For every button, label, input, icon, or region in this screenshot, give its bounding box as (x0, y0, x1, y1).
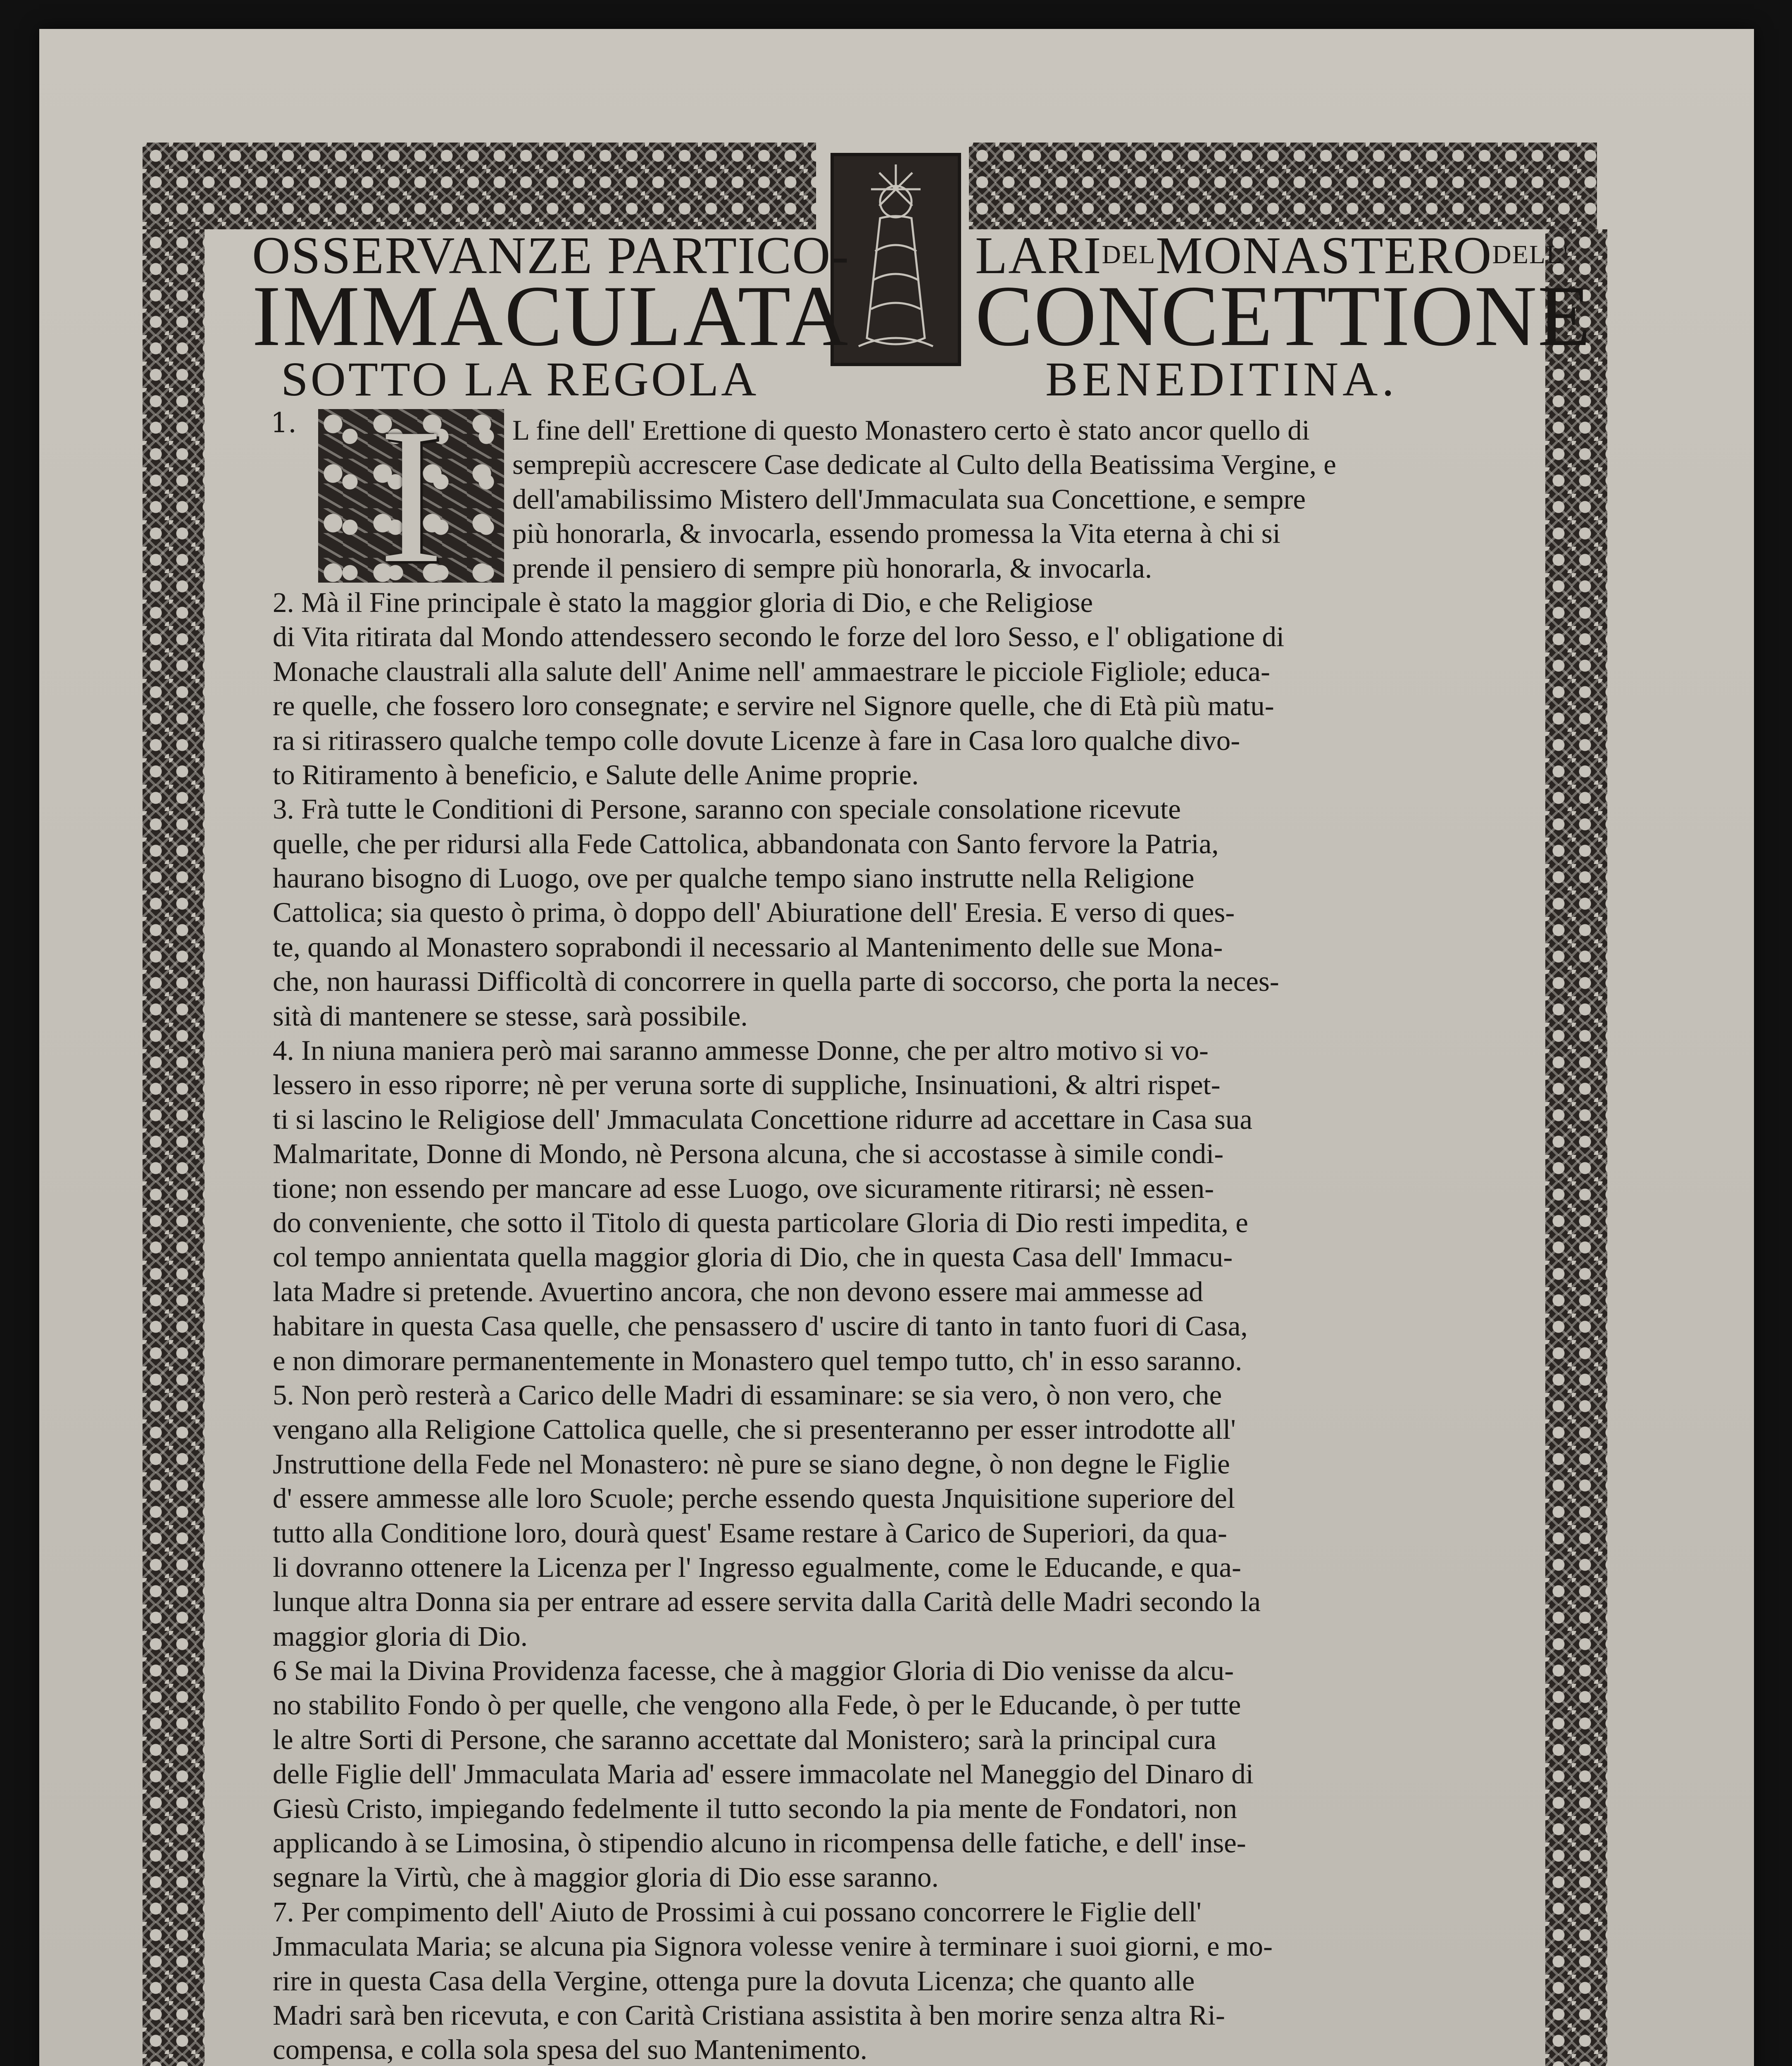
text-line: 7. Per compimento dell' Aiuto de Prossimi à cui possano concorrere le Figlie dell' (273, 1896, 1202, 1928)
text-line: L fine dell' Erettione di questo Monastero certo è stato ancor quello di (512, 414, 1310, 446)
text-line: semprepiù accrescere Case dedicate al Culto della Beatissima Vergine, e (512, 449, 1336, 481)
text-line: compensa, e colla sola spesa del suo Mantenimento. (273, 2034, 868, 2066)
text-line: do conveniente, che sotto il Titolo di questa particolare Gloria di Dio resti impedita, e (273, 1207, 1248, 1238)
text-line: più honorarla, & invocarla, essendo promessa la Vita eterna à chi si (512, 518, 1280, 550)
text-line: sità di mantenere se stesse, sarà possibile. (273, 1000, 748, 1032)
text-line: col tempo annientata quella maggior gloria di Dio, che in questa Casa dell' Immacu- (273, 1241, 1233, 1273)
ornamental-border-top-left (143, 143, 816, 229)
title-concettione: CONCETTIONE (975, 268, 1592, 364)
text-line: tutto alla Conditione loro, dourà quest' Esame restare à Carico de Superiori, da qua- (273, 1517, 1227, 1549)
text-line: Jmmaculata Maria; se alcuna pia Signora volesse venire à terminare i suoi giorni, e mo- (273, 1930, 1273, 1962)
text-line: ra si ritirassero qualche tempo colle dovute Licenze à fare in Casa loro qualche divo- (273, 724, 1240, 756)
text-line: Giesù Cristo, impiegando fedelmente il tutto secondo la pia mente de Fondatori, non (273, 1792, 1238, 1824)
title-del: DEL (1102, 240, 1156, 269)
text-line: maggior gloria di Dio. (273, 1620, 528, 1652)
text-line: li dovranno ottenere la Licenza per l' Ingresso egualmente, come le Educande, e qua- (273, 1551, 1241, 1583)
text-line: 4. In niuna maniera però mai saranno ammesse Donne, che per altro motivo si vo- (273, 1035, 1209, 1066)
text-line: habitare in questa Casa quelle, che pensassero d' uscire di tanto in tanto fuori di Casa, (273, 1310, 1248, 1342)
text-line: prende il pensiero di sempre più honorarla, & invocarla. (512, 552, 1152, 584)
title-monastero: MONASTERO (1156, 226, 1492, 285)
text-line: tione; non essendo per mancare ad esse Luogo, ove sicuramente ritirarsi; nè essen- (273, 1172, 1214, 1204)
text-line: lunque altra Donna sia per entrare ad essere servita dalla Carità delle Madri secondo la (273, 1586, 1261, 1618)
text-line: rire in questa Casa della Vergine, ottenga pure la dovuta Licenza; che quanto alle (273, 1965, 1195, 1997)
text-line: vengano alla Religione Cattolica quelle, che si presenteranno per esser introdotte all' (273, 1414, 1236, 1445)
title-lari: LARI (975, 226, 1102, 285)
text-line: Madri sarà ben ricevuta, e con Carità Cristiana assistita à ben morire senza altra Ri- (273, 1999, 1225, 2031)
initial-letter: I (378, 388, 444, 603)
ornamental-border-right (1545, 229, 1607, 2066)
title-sotto-la-regola: SOTTO LA REGOLA (281, 352, 759, 406)
body-text (273, 413, 1516, 2066)
text-line: d' essere ammesse alle loro Scuole; perche essendo questa Jnquisitione superiore del (273, 1483, 1235, 1514)
text-line: 5. Non però resterà a Carico delle Madri di essaminare: se sia vero, ò non vero, che (273, 1379, 1222, 1411)
madonna-woodcut-icon (831, 153, 961, 366)
text-line: Malmaritate, Donne di Mondo, nè Persona alcuna, che si accostasse à simile condi- (273, 1138, 1224, 1170)
title-immaculata: IMMACULATA (252, 268, 850, 364)
text-line: Monache claustrali alla salute dell' Anime nell' ammaestrare le picciole Figliole; educa- (273, 655, 1271, 687)
text-line: 6 Se mai la Divina Providenza facesse, che à maggior Gloria di Dio venisse da alcu- (273, 1655, 1234, 1687)
text-line: applicando à se Limosina, ò stipendio alcuno in ricompensa delle fatiche, e dell' inse- (273, 1827, 1246, 1859)
text-line: segnare la Virtù, che à maggior gloria di Dio esse saranno. (273, 1861, 939, 1893)
text-line: che, non haurassi Difficoltà di concorrere in quella parte di soccorso, che porta la neces- (273, 966, 1279, 997)
title-dell: DELL' (1492, 240, 1569, 269)
text-line: lessero in esso riporre; nè per veruna sorte di suppliche, Insinuationi, & altri rispet- (273, 1069, 1221, 1101)
text-line: delle Figlie dell' Jmmaculata Maria ad' essere immacolate nel Maneggio del Dinaro di (273, 1758, 1254, 1790)
text-line: quelle, che per ridursi alla Fede Cattolica, abbandonata con Santo fervore la Patria, (273, 828, 1219, 859)
text-line: re quelle, che fossero loro consegnate; e servire nel Signore quelle, che di Età più matu- (273, 690, 1274, 722)
text-line: e non dimorare permanentemente in Monastero quel tempo tutto, ch' in esso saranno. (273, 1345, 1242, 1376)
title-line1-left: OSSERVANZE PARTICO- (252, 226, 850, 285)
text-line: no stabilito Fondo ò per quelle, che vengono alla Fede, ò per le Educande, ò per tutte (273, 1689, 1241, 1721)
text-line: te, quando al Monastero soprabondi il necessario al Mantenimento delle sue Mona- (273, 931, 1223, 963)
text-line: haurano bisogno di Luogo, ove per qualche tempo siano instrutte nella Religione (273, 862, 1195, 894)
text-line: Cattolica; sia questo ò prima, ò doppo dell' Abiuratione dell' Eresia. E verso di ques- (273, 897, 1235, 928)
text-line: dell'amabilissimo Mistero dell'Jmmaculata sua Concettione, e sempre (512, 483, 1306, 515)
text-line: 2. Mà il Fine principale è stato la maggior gloria di Dio, e che Religiose (273, 586, 1093, 618)
title-beneditina: BENEDITINA. (1045, 352, 1398, 406)
article-number-1: 1. (271, 407, 297, 439)
text-line: to Ritiramento à beneficio, e Salute delle Anime proprie. (273, 759, 919, 790)
text-line: le altre Sorti di Persone, che saranno accettate dal Monistero; sarà la principal cura (273, 1723, 1216, 1755)
text-line: 3. Frà tutte le Conditioni di Persone, saranno con speciale consolatione ricevute (273, 793, 1181, 825)
text-line: ti si lascino le Religiose dell' Jmmaculata Concettione ridurre ad accettare in Casa sua (273, 1103, 1253, 1135)
ornamental-border-left (143, 229, 205, 2066)
text-line: di Vita ritirata dal Mondo attendessero secondo le forze del loro Sesso, e l' obligatione di (273, 621, 1285, 653)
text-line: Jnstruttione della Fede nel Monastero: nè pure se siano degne, ò non degne le Figlie (273, 1448, 1230, 1480)
text-line: lata Madre si pretende. Avuertino ancora, che non devono essere mai ammesse ad (273, 1276, 1203, 1307)
ornamental-border-top-right (969, 143, 1597, 229)
